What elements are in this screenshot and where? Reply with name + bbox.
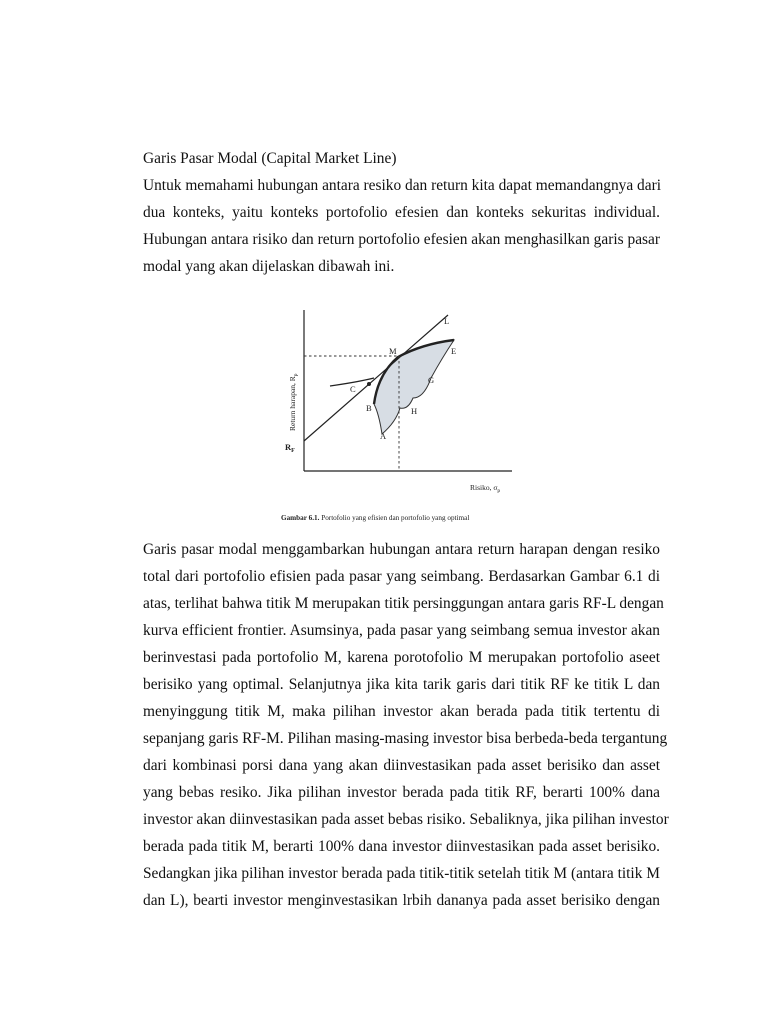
paragraph1-line-1: Untuk memahami hubungan antara resiko dan return kita dapat memandangnya dari [143,177,661,194]
paragraph2-line-6: berisiko yang optimal. Selanjutnya jika kita tarik garis dari titik RF ke titik L dan [143,676,660,693]
paragraph2-line-10: yang bebas resiko. Jika pilihan investor berada pada titik RF, berarti 100% dana [143,784,660,801]
point-label-b: B [366,403,372,413]
y-axis-label: Return harapan, $R_p$ [288,373,299,431]
point-label-h: H [411,406,418,416]
paragraph2-line-3: atas, terlihat bahwa titik M merupakan titik persinggungan antara garis RF-L dengan [143,595,664,612]
rf-label: $R_F$ [285,442,295,454]
x-axis-label: Risiko, $\sigma_p$ [470,483,501,494]
point-label-e: E [451,346,457,356]
paragraph2-line-7: menyinggung titik M, maka pilihan investor akan berada pada titik tertentu di [143,703,660,720]
paragraph2-line-2: total dari portofolio efisien pada pasar yang seimbang. Berdasarkan Gambar 6.1 di [143,568,660,585]
section-heading: Garis Pasar Modal (Capital Market Line) [143,150,397,167]
point-label-m: M [389,346,397,356]
paragraph2-line-9: dari kombinasi porsi dana yang akan diinvestasikan pada asset berisiko dan asset [143,757,660,774]
paragraph1-line-3: Hubungan antara risiko dan return portofolio efesien akan menghasilkan garis pasar [143,231,660,248]
paragraph2-line-12: berada pada titik M, berarti 100% dana investor diinvestasikan pada asset berisiko. [143,838,660,855]
point-label-c: C [350,384,356,394]
paragraph2-line-5: berinvestasi pada portofolio M, karena porotofolio M merupakan portofolio aseet [143,649,660,666]
figure-caption: Gambar 6.1. Portofolio yang efisien dan portofolio yang optimal [281,514,470,522]
feasible-set-region [374,340,457,434]
paragraph1-line-4: modal yang akan dijelaskan dibawah ini. [143,258,395,275]
paragraph2-line-14: dan L), bearti investor menginvestasikan lrbih dananya pada asset berisiko dengan [143,892,660,909]
paragraph1-line-2: dua konteks, yaitu konteks portofolio efesien dan konteks sekuritas individual. [143,204,660,221]
capital-market-line-figure [278,300,540,526]
paragraph2-line-1: Garis pasar modal menggambarkan hubungan antara return harapan dengan resiko [143,541,660,558]
point-c-marker [367,382,371,386]
point-label-g: G [428,375,435,385]
paragraph2-line-8: sepanjang garis RF-M. Pilihan masing-masing investor bisa berbeda-beda tergantung [143,730,668,747]
paragraph2-line-13: Sedangkan jika pilihan investor berada pada titik-titik setelah titik M (antara titik M [143,865,660,882]
paragraph2-line-11: investor akan diinvestasikan pada asset bebas risiko. Sebaliknya, jika pilihan investor [143,811,669,828]
point-label-a: A [380,431,387,441]
paragraph2-line-4: kurva efficient frontier. Asumsinya, pada pasar yang seimbang semua investor akan [143,622,660,639]
point-label-l: L [444,316,450,326]
